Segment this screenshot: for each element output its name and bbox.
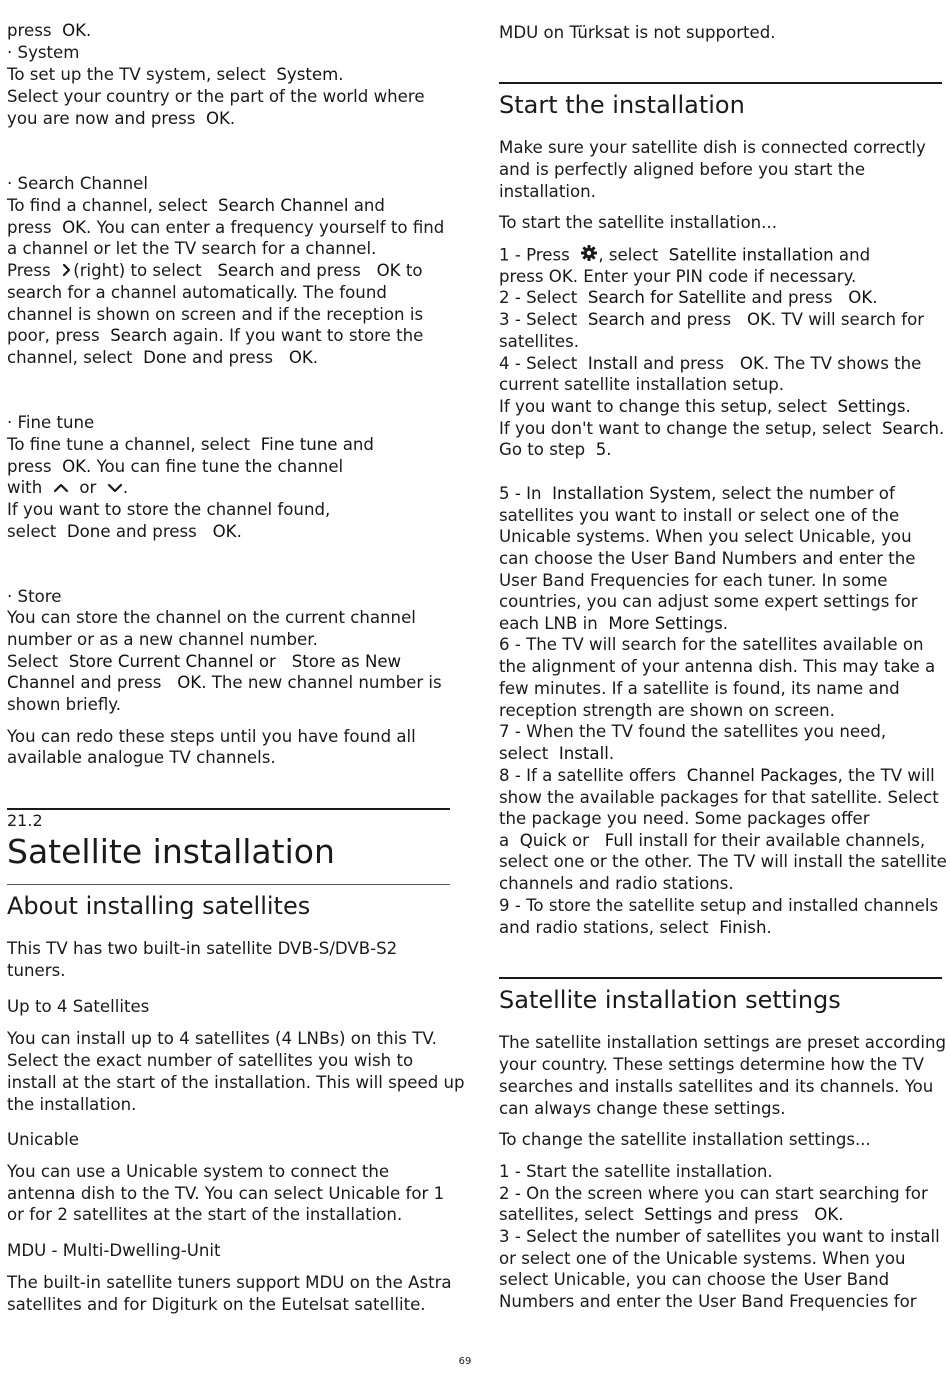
text-line: installation.: [499, 182, 596, 201]
text-line: You can redo these steps until you have found all: [7, 727, 416, 746]
text-line: select Install.: [499, 744, 615, 763]
subheading: MDU - Multi-Dwelling-Unit: [7, 1241, 221, 1260]
section-title: Start the installation: [499, 91, 745, 119]
bullet-system: · System: [7, 43, 80, 62]
text-line: select Done and press OK.: [7, 522, 242, 541]
text-line: 7 - When the TV found the satellites you need,: [499, 722, 887, 741]
page-number: 69: [458, 1356, 472, 1367]
text-line: Select Store Current Channel or Store as New: [7, 652, 402, 671]
text-line: your country. These settings determine how the TV: [499, 1055, 924, 1074]
text-line: Numbers and enter the User Band Frequencies for: [499, 1292, 917, 1311]
text-line: To fine tune a channel, select Fine tune and: [7, 435, 374, 454]
text-line: 8 - If a satellite offers Channel Packages, the TV will: [499, 766, 935, 785]
text-line: The built-in satellite tuners support MDU on the Astra: [7, 1273, 452, 1292]
text-line: 3 - Select Search and press OK. TV will search for: [499, 310, 925, 329]
text-line: shown briefly.: [7, 695, 122, 714]
text-line: press OK.: [7, 21, 92, 40]
text-line: satellites, select Settings and press OK.: [499, 1205, 844, 1224]
text-line: can always change these settings.: [499, 1099, 786, 1118]
text-line: 6 - The TV will search for the satellites available on: [499, 635, 924, 654]
text-line: with or .: [7, 477, 128, 500]
text-line: channel is shown on screen and if the reception is: [7, 305, 424, 324]
text-line: This TV has two built-in satellite DVB-S/DVB-S2: [7, 939, 398, 958]
text-line: tuners.: [7, 961, 66, 980]
text-line: If you don't want to change the setup, select Search.: [499, 419, 945, 438]
bullet-fine-tune: · Fine tune: [7, 413, 95, 432]
text-line: Select the exact number of satellites you wish to: [7, 1051, 414, 1070]
chapter-title: Satellite installation: [7, 832, 335, 871]
text-line: 4 - Select Install and press OK. The TV shows the: [499, 354, 922, 373]
section-rule: [499, 82, 942, 84]
chevron-right-icon: [61, 261, 73, 283]
text-line: Select your country or the part of the world where: [7, 87, 425, 106]
text-line: available analogue TV channels.: [7, 748, 276, 767]
subheading: Up to 4 Satellites: [7, 997, 150, 1016]
text-line: Press (right) to select Search and press OK to: [7, 260, 423, 283]
text-line: select one or the other. The TV will install the satellite: [499, 852, 947, 871]
text-line: satellites you want to install or select one of the: [499, 506, 900, 525]
text-line: You can store the channel on the current channel: [7, 608, 416, 627]
text-line: current satellite installation setup.: [499, 375, 785, 394]
chevron-up-icon: [53, 478, 69, 500]
text-line: can choose the User Band Numbers and enter the: [499, 549, 916, 568]
text-line: You can use a Unicable system to connect the: [7, 1162, 390, 1181]
text-line: To change the satellite installation settings...: [499, 1130, 871, 1149]
text-line: If you want to change this setup, select Settings.: [499, 397, 911, 416]
text-line: press OK. Enter your PIN code if necessary.: [499, 267, 857, 286]
text-line: poor, press Search again. If you want to store the: [7, 326, 424, 345]
text-line: If you want to store the channel found,: [7, 500, 331, 519]
text-line: 1 - Start the satellite installation.: [499, 1162, 773, 1181]
text-line: countries, you can adjust some expert settings for: [499, 592, 918, 611]
text-line: Unicable systems. When you select Unicable, you: [499, 527, 912, 546]
section-title: Satellite installation settings: [499, 986, 841, 1014]
text-line: Go to step 5.: [499, 440, 612, 459]
text-line: reception strength are shown on screen.: [499, 701, 835, 720]
text-line: The satellite installation settings are preset according: [499, 1033, 947, 1052]
section-title: About installing satellites: [7, 892, 311, 920]
text-line: you are now and press OK.: [7, 109, 236, 128]
text-line: MDU on Türksat is not supported.: [499, 23, 776, 42]
text-line: 3 - Select the number of satellites you want to install: [499, 1227, 940, 1246]
text-line: show the available packages for that satellite. Select: [499, 788, 939, 807]
text-line: number or as a new channel number.: [7, 630, 318, 649]
text-line: press OK. You can fine tune the channel: [7, 457, 344, 476]
text-line: few minutes. If a satellite is found, its name and: [499, 679, 900, 698]
text-line: install at the start of the installation. This will speed up: [7, 1073, 465, 1092]
gear-icon: [580, 244, 598, 268]
subheading: Unicable: [7, 1130, 79, 1149]
chapter-rule: [7, 808, 450, 810]
text-line: or select one of the Unicable systems. When you: [499, 1249, 906, 1268]
text-line: 1 - Press , select Satellite installation and: [499, 244, 870, 268]
text-line: searches and installs satellites and its channels. You: [499, 1077, 934, 1096]
text-line: satellites and for Digiturk on the Eutelsat satellite.: [7, 1295, 426, 1314]
text-line: User Band Frequencies for each tuner. In some: [499, 571, 888, 590]
section-rule: [7, 884, 450, 885]
text-line: 5 - In Installation System, select the number of: [499, 484, 895, 503]
text-line: and radio stations, select Finish.: [499, 918, 772, 937]
text-line: To start the satellite installation...: [499, 213, 777, 232]
text-line: or for 2 satellites at the start of the installation.: [7, 1205, 403, 1224]
text-line: antenna dish to the TV. You can select Unicable for 1: [7, 1184, 445, 1203]
text-line: the installation.: [7, 1095, 137, 1114]
chevron-down-icon: [107, 478, 123, 500]
text-line: To find a channel, select Search Channel and: [7, 196, 385, 215]
text-line: a Quick or Full install for their available channels,: [499, 831, 926, 850]
chapter-number: 21.2: [7, 811, 43, 830]
text-line: press OK. You can enter a frequency yourself to find: [7, 218, 445, 237]
text-line: select Unicable, you can choose the User Band: [499, 1270, 890, 1289]
text-line: satellites.: [499, 332, 579, 351]
text-line: Channel and press OK. The new channel number is: [7, 673, 442, 692]
text-line: Make sure your satellite dish is connected correctly: [499, 138, 926, 157]
text-line: channels and radio stations.: [499, 874, 734, 893]
text-line: each LNB in More Settings.: [499, 614, 729, 633]
text-line: channel, select Done and press OK.: [7, 348, 319, 367]
text-line: search for a channel automatically. The found: [7, 283, 387, 302]
text-line: You can install up to 4 satellites (4 LNBs) on this TV.: [7, 1029, 437, 1048]
bullet-store: · Store: [7, 587, 62, 606]
text-line: a channel or let the TV search for a channel.: [7, 239, 377, 258]
text-line: 9 - To store the satellite setup and installed channels: [499, 896, 939, 915]
text-line: 2 - Select Search for Satellite and press OK.: [499, 288, 878, 307]
text-line: To set up the TV system, select System.: [7, 65, 344, 84]
text-line: the package you need. Some packages offer: [499, 809, 870, 828]
text-line: 2 - On the screen where you can start searching for: [499, 1184, 928, 1203]
bullet-search-channel: · Search Channel: [7, 174, 148, 193]
text-line: the alignment of your antenna dish. This may take a: [499, 657, 936, 676]
section-rule: [499, 977, 942, 979]
text-line: and is perfectly aligned before you start the: [499, 160, 866, 179]
